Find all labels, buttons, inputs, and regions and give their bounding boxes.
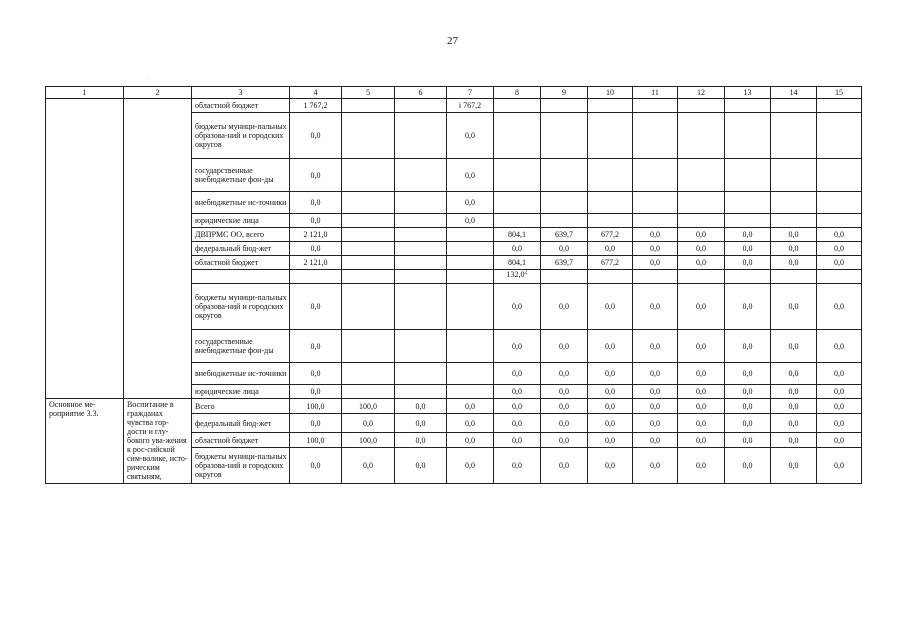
value-cell [395, 242, 447, 256]
value-cell [725, 192, 771, 214]
value-cell [678, 214, 725, 228]
value-cell [541, 159, 588, 192]
value-cell: 0,0 [494, 363, 541, 385]
row-label: Всего [192, 399, 290, 414]
value-cell: 0,0 [588, 414, 633, 433]
value-cell: 804,1 [494, 256, 541, 270]
value-cell: 0,0 [588, 433, 633, 448]
header-cell: 9 [541, 87, 588, 99]
budget-table [45, 86, 862, 484]
value-cell [494, 99, 541, 113]
value-cell: 0,0 [678, 228, 725, 242]
value-cell [633, 214, 678, 228]
value-cell: 0,0 [494, 330, 541, 363]
value-cell: 0,0 [290, 159, 342, 192]
value-cell: 0,0 [817, 399, 862, 414]
value-cell: 0,0 [725, 228, 771, 242]
row-label: государственные внебюджетные фон-ды [192, 330, 290, 363]
row-label: областной бюджет [192, 433, 290, 448]
table-row [46, 399, 862, 414]
value-cell: 0,0 [447, 433, 494, 448]
value-cell: 0,0 [725, 414, 771, 433]
value-cell: 0,0 [725, 363, 771, 385]
value-cell [817, 99, 862, 113]
value-cell: 0,0 [290, 448, 342, 484]
value-cell: 0,0 [633, 256, 678, 270]
row-label: юридические лица [192, 214, 290, 228]
value-cell: 0,0 [290, 414, 342, 433]
value-cell: 0,0 [678, 242, 725, 256]
value-cell [342, 284, 395, 330]
value-cell: 2 121,0 [290, 256, 342, 270]
value-cell [725, 214, 771, 228]
value-cell: 677,2 [588, 228, 633, 242]
value-cell [395, 113, 447, 159]
header-cell: 1 [46, 87, 124, 99]
value-cell [342, 99, 395, 113]
value-cell [290, 270, 342, 284]
value-cell [342, 159, 395, 192]
value-cell: 0,0 [817, 242, 862, 256]
value-cell [395, 270, 447, 284]
value-cell [342, 256, 395, 270]
value-cell [395, 159, 447, 192]
value-cell: 0,0 [678, 414, 725, 433]
value-cell [771, 214, 817, 228]
value-cell: 0,0 [588, 399, 633, 414]
value-cell: 677,2 [588, 256, 633, 270]
row-label: бюджеты муници-пальных образова-ний и городских округов [192, 284, 290, 330]
value-cell: 0,0 [290, 242, 342, 256]
header-cell: 2 [124, 87, 192, 99]
value-cell: 0,0 [290, 113, 342, 159]
value-cell: 804,1 [494, 228, 541, 242]
value-cell [395, 385, 447, 399]
value-cell: 0,0 [817, 228, 862, 242]
value-cell: 0,0 [678, 284, 725, 330]
value-cell: 0,0 [342, 414, 395, 433]
value-cell: 0,0 [494, 242, 541, 256]
value-cell: 0,0 [678, 448, 725, 484]
value-cell: 0,0 [395, 448, 447, 484]
value-cell [771, 99, 817, 113]
value-cell: 0,0 [290, 385, 342, 399]
value-cell [395, 330, 447, 363]
value-cell: 639,7 [541, 228, 588, 242]
value-cell [447, 256, 494, 270]
value-cell: 100,0 [290, 433, 342, 448]
value-cell: 0,0 [395, 433, 447, 448]
value-cell [725, 99, 771, 113]
value-cell [541, 270, 588, 284]
value-cell: 0,0 [633, 433, 678, 448]
value-cell: 0,0 [633, 330, 678, 363]
value-cell: 0,0 [725, 256, 771, 270]
value-cell: 100,0 [290, 399, 342, 414]
value-text: 132,0 [506, 270, 525, 279]
value-cell: 0,0 [541, 399, 588, 414]
value-cell: 0,0 [290, 192, 342, 214]
value-cell: 0,0 [633, 385, 678, 399]
value-cell: 0,0 [817, 284, 862, 330]
value-cell [817, 159, 862, 192]
empty-col2-cell [124, 99, 192, 399]
value-cell [395, 363, 447, 385]
value-cell [541, 113, 588, 159]
value-cell: 100,0 [342, 399, 395, 414]
header-cell: 13 [725, 87, 771, 99]
value-cell [817, 113, 862, 159]
value-cell: 0,0 [494, 433, 541, 448]
value-cell: 0,0 [541, 330, 588, 363]
value-cell [633, 113, 678, 159]
page-number: 27 [447, 35, 458, 47]
value-cell: 1 767,2 [290, 99, 342, 113]
value-cell: 0,0 [771, 363, 817, 385]
value-cell: 0,0 [633, 399, 678, 414]
value-cell: 0,0 [541, 414, 588, 433]
row-label: областной бюджет [192, 99, 290, 113]
value-cell: 0,0 [725, 330, 771, 363]
value-cell: 0,0 [725, 242, 771, 256]
value-cell [817, 214, 862, 228]
value-cell: 0,0 [633, 242, 678, 256]
header-cell: 11 [633, 87, 678, 99]
value-cell: 0,0 [771, 242, 817, 256]
value-cell: i 767,2 [447, 99, 494, 113]
header-cell: 15 [817, 87, 862, 99]
row-label: ДВПРМС ОО, всего [192, 228, 290, 242]
value-cell: 0,0 [541, 448, 588, 484]
value-cell: 0,0 [771, 330, 817, 363]
value-cell [678, 159, 725, 192]
footnote-marker: 2 [524, 269, 528, 276]
value-cell: 0,0 [771, 414, 817, 433]
value-cell: 0,0 [771, 228, 817, 242]
value-cell: 0,0 [588, 242, 633, 256]
value-cell [342, 192, 395, 214]
value-cell [494, 159, 541, 192]
value-cell [395, 256, 447, 270]
row-label: областной бюджет [192, 256, 290, 270]
header-cell: 3 [192, 87, 290, 99]
value-cell [678, 192, 725, 214]
value-cell: 0,0 [290, 363, 342, 385]
header-cell: 8 [494, 87, 541, 99]
value-cell [633, 192, 678, 214]
value-cell: 0,0 [588, 330, 633, 363]
header-cell: 10 [588, 87, 633, 99]
header-cell: 6 [395, 87, 447, 99]
value-cell [494, 214, 541, 228]
value-cell: 0,0 [447, 399, 494, 414]
value-cell: 0,0 [817, 385, 862, 399]
value-cell [342, 330, 395, 363]
value-cell: 0,0 [725, 399, 771, 414]
value-cell: 0,0 [633, 414, 678, 433]
value-cell: 0,0 [817, 330, 862, 363]
value-cell [342, 363, 395, 385]
value-cell: 0,0 [817, 363, 862, 385]
header-row [46, 87, 862, 99]
value-cell [342, 228, 395, 242]
row-label: внебюджетные ис-точники [192, 192, 290, 214]
value-cell: 0,0 [290, 330, 342, 363]
value-cell: 0,0 [290, 214, 342, 228]
value-cell: 0,0 [395, 399, 447, 414]
value-cell: 0,0 [725, 385, 771, 399]
value-cell [678, 99, 725, 113]
value-cell: 0,0 [447, 448, 494, 484]
header-cell: 14 [771, 87, 817, 99]
value-cell [588, 113, 633, 159]
row-label: юридические лица [192, 385, 290, 399]
value-cell [342, 270, 395, 284]
scan-mark: · [146, 76, 148, 82]
value-cell: 0,0 [633, 363, 678, 385]
value-cell: 0,0 [633, 228, 678, 242]
value-cell [817, 192, 862, 214]
row-label: федеральный бюд-жет [192, 242, 290, 256]
value-cell: 639,7 [541, 256, 588, 270]
row-label: бюджеты муници-пальных образова-ний и городских округов [192, 448, 290, 484]
activity-code-cell: Основное ме-роприятие 3.3. [46, 399, 124, 484]
value-cell [678, 270, 725, 284]
row-label [192, 270, 290, 284]
value-cell [725, 159, 771, 192]
value-cell [447, 242, 494, 256]
value-cell [771, 113, 817, 159]
table-row [46, 99, 862, 113]
value-cell [541, 214, 588, 228]
value-cell [541, 99, 588, 113]
value-cell [395, 214, 447, 228]
value-cell: 0,0 [771, 385, 817, 399]
value-cell: 0,0 [817, 433, 862, 448]
value-cell: 0,0 [588, 448, 633, 484]
value-cell: 0,0 [447, 159, 494, 192]
value-cell [447, 363, 494, 385]
value-cell: 100,0 [342, 433, 395, 448]
value-cell: 0,0 [678, 330, 725, 363]
value-cell [447, 385, 494, 399]
header-cell: 5 [342, 87, 395, 99]
value-cell [588, 270, 633, 284]
value-cell: 0,0 [494, 448, 541, 484]
value-cell: 0,0 [817, 448, 862, 484]
value-cell [494, 113, 541, 159]
value-cell: 0,0 [771, 284, 817, 330]
value-cell: 0,0 [725, 448, 771, 484]
value-cell: 0,0 [447, 113, 494, 159]
value-cell [447, 330, 494, 363]
value-cell: 0,0 [633, 284, 678, 330]
value-cell: 0,0 [447, 192, 494, 214]
value-cell: 0,0 [678, 433, 725, 448]
value-cell [588, 192, 633, 214]
value-cell [771, 159, 817, 192]
header-cell: 7 [447, 87, 494, 99]
value-cell: 0,0 [678, 385, 725, 399]
value-cell [447, 228, 494, 242]
row-label: федеральный бюд-жет [192, 414, 290, 433]
value-cell: 0,0 [588, 363, 633, 385]
value-cell: 0,0 [633, 448, 678, 484]
value-cell [588, 214, 633, 228]
header-cell: 12 [678, 87, 725, 99]
value-cell: 0,0 [678, 256, 725, 270]
value-cell: 0,0 [588, 284, 633, 330]
value-cell [633, 159, 678, 192]
empty-col1-cell [46, 99, 124, 399]
value-cell: 0,0 [541, 363, 588, 385]
value-cell: 2 121,0 [290, 228, 342, 242]
value-cell: 0,0 [447, 414, 494, 433]
value-cell: 0,0 [541, 433, 588, 448]
header-cell: 4 [290, 87, 342, 99]
row-label: государственные внебюджетные фон-ды [192, 159, 290, 192]
value-cell: 0,0 [541, 385, 588, 399]
value-cell [771, 192, 817, 214]
value-cell [771, 270, 817, 284]
value-cell [395, 192, 447, 214]
row-label: внебюджетные ис-точники [192, 363, 290, 385]
value-cell: 0,0 [290, 284, 342, 330]
value-cell [817, 270, 862, 284]
value-cell: 0,0 [771, 256, 817, 270]
value-cell [342, 385, 395, 399]
value-cell: 0,0 [541, 284, 588, 330]
value-cell [494, 270, 541, 284]
value-cell: 0,0 [771, 433, 817, 448]
value-cell: 0,0 [541, 242, 588, 256]
value-cell [678, 113, 725, 159]
value-cell: 0,0 [494, 399, 541, 414]
value-cell: 0,0 [725, 284, 771, 330]
value-cell [395, 228, 447, 242]
value-cell [725, 270, 771, 284]
value-cell [342, 242, 395, 256]
value-cell: 0,0 [678, 399, 725, 414]
value-cell: 0,0 [494, 385, 541, 399]
value-cell [588, 159, 633, 192]
value-cell: 0,0 [494, 414, 541, 433]
value-cell: 0,0 [725, 433, 771, 448]
value-cell: 0,0 [771, 448, 817, 484]
value-cell [633, 99, 678, 113]
value-cell [342, 113, 395, 159]
value-cell [342, 214, 395, 228]
value-cell: 0,0 [395, 414, 447, 433]
value-cell: 0,0 [678, 363, 725, 385]
activity-description-cell: Воспитание в гражданах чувства гор-дости и глу-бокого ува-жения к рос-сийской сим-волике, исто-рическим святыням, [124, 399, 192, 484]
row-label: бюджеты муници-пальных образова-ний и городских округов [192, 113, 290, 159]
value-cell: 0,0 [817, 414, 862, 433]
value-cell [447, 270, 494, 284]
value-cell: 0,0 [771, 399, 817, 414]
value-cell: 0,0 [494, 284, 541, 330]
value-cell [588, 99, 633, 113]
value-cell [395, 284, 447, 330]
value-cell [633, 270, 678, 284]
value-cell: 0,0 [588, 385, 633, 399]
value-cell [725, 113, 771, 159]
value-cell [494, 192, 541, 214]
value-cell: 0,0 [817, 256, 862, 270]
value-cell: 0,0 [342, 448, 395, 484]
value-cell [541, 192, 588, 214]
value-cell [395, 99, 447, 113]
value-cell: 0,0 [447, 214, 494, 228]
value-cell [447, 284, 494, 330]
